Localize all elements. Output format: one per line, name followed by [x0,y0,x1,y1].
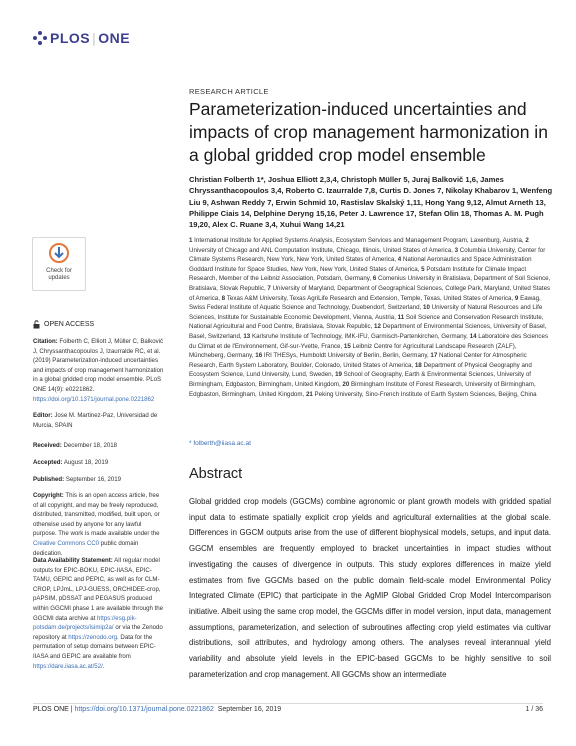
citation-label: Citation: [33,338,58,345]
affiliations [189,236,551,399]
article-type: RESEARCH ARTICLE [189,87,269,96]
footer-divider [33,703,543,704]
editor-text: Jose M. Martinez-Paz, Universidad de Murcia, SPAIN [33,412,158,429]
affiliation-text: Texas A&M University, Texas AgriLife Research and Extension, Temple, Texas, United States of America, [226,294,515,302]
data-availability-mid: or via the Zenodo repository at [33,624,163,641]
affiliation-number: 7 [267,284,273,292]
affiliation-text: Comenius University in Bratislava, Department of Soil Science, Bratislava, Slovak Republic, [189,275,551,292]
open-access-label [33,320,94,329]
affiliation-text: University of Chicago and ANL Computation Institute, Chicago, Illinois, United States of America, [189,246,455,254]
received-block [33,441,165,451]
footer-date: September 16, 2019 [217,706,282,713]
affiliation-text: IRI THESys, Humboldt University of Berlin, Berlin, Germany, [263,352,431,360]
affiliation-number: 18 [414,361,424,369]
page-footer [33,706,543,713]
data-availability-text: All regular model outputs for EPIC-BOKU, EPIC-IIASA, EPIC-TAMU, GEPIC and PEPIC, as well as for CLM-CROP, LPJmL, LPJ-GUESS, ORCHIDEE-crop, pAPSIM, pDSSAT and PEGASUS produced within GGCMI phase 1 are available through the GGCMI data archive at [33,557,164,622]
abstract-heading: Abstract [189,466,243,482]
dare-iiasa-link[interactable]: https://dare.iiasa.ac.at/52/ [33,662,103,670]
affiliation-text: University of Natural Resources and Life Sciences, Institute for Sustainable Economic Development, Vienna, Austria, [189,304,543,321]
data-availability-tail: . Data for the permutation of setup domains between EPIC-IIASA and GEPIC are available from [33,633,156,660]
affiliation-number: 9 [514,294,521,302]
affiliation-number: 6 [372,275,379,283]
affiliation-number: 17 [430,352,440,360]
open-lock-icon [33,320,40,329]
logo-one-text: ONE [98,30,131,46]
journal-logo[interactable] [33,30,130,46]
received-text: December 18, 2018 [61,442,118,449]
affiliation-text: Eawag, Swiss Federal Institute of Aquatic Science and Technology, Duebendorf, Switzerland, [189,294,541,312]
published-label: Published: [33,476,65,483]
check-line-2: updates [48,275,70,281]
affiliation-text: School of Geography, Earth & Environmental Sciences, University of Birmingham, Edgbaston, Birmingham, United Kingdom, [189,371,531,388]
open-access-text: OPEN ACCESS [44,321,95,328]
affiliation-number: 8 [221,294,227,302]
article-title: Parameterization-induced uncertainties and impacts of crop management harmonization in a global gridded crop model ensemble [189,99,548,165]
copyright-label: Copyright: [33,492,64,499]
affiliation-number: 21 [305,390,315,398]
affiliation-number: 3 [454,246,460,254]
affiliation-number: 12 [374,323,383,331]
copyright-tail: public domain dedication. [33,539,139,557]
abstract-text: Global gridded crop models (GGCMs) combine agronomic or plant growth models with gridded spatial input data to estimate spatially explicit crop yields and agricultural externalities at the global scale. Differences in GGCM outputs arise from the use of different biophysical models, setups, and input data. GGCM ensembles are frequently employed to bracket uncertainties in impact studies without investigating the causes of divergence in outputs. This study explores differences in maize yield estimates from five GGCMs based on the public domain field-scale model Environmental Policy Integrated Climate (EPIC) that participate in the AgMIP Global Gridded Crop Model Intercomparison initiative. Albeit using the same crop model, the GGCMs differ in model version, input data, management assumptions, parameterization, and selection of subroutines affecting crop yield estimates via cultivar distributions, soil attributes, and hydrology among others. The analyses reveal interannual yield variability and absolute yield levels in the EPIC-based GGCMs to be highly sensitive to soil parameterization and crop management. All GGCMs show an intermediate [189,497,551,679]
logo-separator: | [92,30,97,46]
accepted-label: Accepted: [33,459,63,466]
check-for-updates-icon [49,243,69,263]
citation-doi-link[interactable]: https://doi.org/10.1371/journal.pone.0221862 [33,395,155,403]
citation-text: Folberth C, Elliott J, Müller C, Balkovič J, Chryssanthacopoulos J, Izaurralde RC, et al. (2019) Parameterization-induced uncertainties and impacts of crop management harmonization in a global gridded crop model ensemble. PLoS ONE 14(9): e0221862. [33,338,164,393]
affiliation-text: Peking University, Sino-French Institute of Earth System Sciences, Beijing, China [314,390,537,398]
author-names: Christian Folberth 1*, Joshua Elliott 2,3,4, Christoph Müller 5, Juraj Balkovič 1,6, James Chryssanthacopoulos 3,4, Roberto C. Izaurralde 7,8, Curtis D. Jones 7, Nikolay Khabarov 1, Wenfeng Liu 9, Ashwan Reddy 7, Erwin Schmid 10, Rastislav Skalský 1,11, Hong Yang 9,12, Almut Arneth 13, Philippe Ciais 14, Delphine Deryng 15,16, Peter J. Lawrence 17, Stefan Olin 18, Thomas A. M. Pugh 19,20, Alex C. Ruane 3,4, Xuhui Wang 14,21 [189,175,553,230]
author-list [189,174,554,230]
corresponding-email[interactable]: * folberth@iiasa.ac.at [189,440,251,447]
ggcmi-archive-link[interactable]: https://esg.pik-potsdam.de/projects/isimip2a/ [33,614,137,632]
footer-doi-link[interactable]: https://doi.org/10.1371/journal.pone.0221862 [74,706,214,713]
published-text: September 16, 2019 [64,476,122,483]
affiliation-text: Columbia University, Center for Climate Systems Research, New York, New York, United States of America, [189,246,546,264]
affiliation-number: 13 [243,332,252,340]
affiliation-number: 11 [397,313,406,321]
editor-block [33,411,165,430]
affiliation-text: Department of Environmental Sciences, University of Basel, Basel, Switzerland, [189,323,547,340]
affiliation-text: Birmingham Institute of Forest Research, University of Birmingham, Edgbaston, Birmingham, United Kingdom, [189,380,536,398]
zenodo-link[interactable]: https://zenodo.org [68,633,118,641]
accepted-text: August 18, 2019 [62,459,109,466]
editor-label: Editor: [33,412,53,419]
copyright-text: This is an open access article, free of all copyright, and may be freely reproduced, distributed, transmitted, modified, built upon, or otherwise used by anyone for any lawful purpose. The work is made available under the [33,492,160,538]
published-block [33,475,165,485]
affiliation-number: 15 [343,342,353,350]
affiliation-number: 20 [342,380,351,388]
logo-plos-text: PLOS [50,30,91,46]
accepted-block [33,458,165,468]
affiliation-number: 5 [421,265,427,273]
affiliation-text: Leibniz Centre for Agricultural Landscape Research (ZALF), Müncheberg, Germany, [189,342,517,360]
affiliation-number: 19 [335,371,344,379]
citation-block [33,337,165,404]
affiliation-number: 1 [189,237,195,244]
affiliation-number: 16 [255,352,264,360]
affiliation-text: National Center for Atmospheric Research, Earth System Laboratory, Boulder, Colorado, United States of America, [189,352,527,369]
affiliation-text: University of Maryland, Department of Geographical Sciences, College Park, Maryland, United States of America, [189,284,551,302]
affiliation-text: Soil Science and Conservation Research Institute, National Agricultural and Food Centre, Bratislava, Slovak Republic, [189,313,544,331]
affiliation-text: International Institute for Applied Systems Analysis, Ecosystem Services and Management Program, Laxenburg, Austria, [194,237,526,244]
check-line-1: Check for [46,268,72,274]
plos-logo-icon [33,31,47,45]
affiliation-text: Karlsruhe Institute of Technology, IMK-IFU, Garmisch-Partenkirchen, Germany, [251,332,470,340]
footer-journal: PLOS ONE [33,706,69,713]
data-availability-label: Data Availability Statement: [33,557,113,564]
received-label: Received: [33,442,62,449]
affiliation-text: Potsdam Institute for Climate Impact Research, Member of the Leibniz Association, Potsdam, Germany, [189,265,527,283]
copyright-block [33,491,165,558]
affiliation-number: 10 [423,304,432,312]
affiliation-number: 14 [469,332,479,340]
footer-separator: | [68,706,75,713]
data-availability-block [33,556,165,671]
affiliation-text: Laboratoire des Sciences du Climat et de l'Environnement, Gif-sur-Yvette, France, [189,332,549,350]
data-availability-end: . [102,662,105,670]
page-number: 1 / 36 [525,706,543,713]
affiliation-text: National Aeronautics and Space Administration Goddard Institute for Space Studies, New York, New York, United States of America, [189,256,532,273]
check-for-updates-button[interactable] [32,237,86,291]
affiliation-number: 2 [525,237,529,244]
affiliation-number: 4 [397,256,403,264]
cc0-link[interactable]: Creative Commons CC0 [33,539,100,547]
affiliation-text: Department of Physical Geography and Ecosystem Science, Lund University, Lund, Sweden, [189,361,532,379]
